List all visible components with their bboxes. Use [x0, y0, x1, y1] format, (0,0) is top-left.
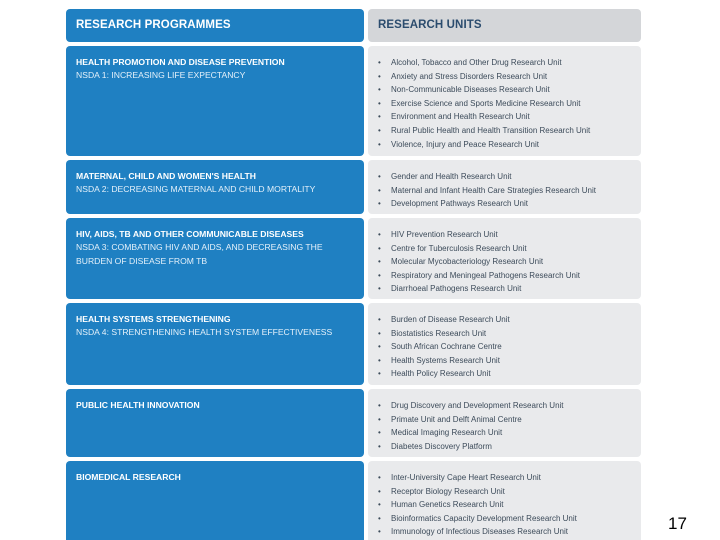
- programme-cell: [66, 218, 364, 299]
- units-list: [376, 56, 638, 151]
- programme-subtitle: NSDA 1: INCREASING LIFE EXPECTANCY: [76, 70, 246, 80]
- units-list: [376, 399, 638, 453]
- list-item: • Drug Discovery and Development Research Unit: [376, 399, 638, 413]
- table-row: [66, 160, 641, 214]
- units-list: [376, 471, 638, 539]
- research-table: [66, 9, 641, 540]
- units-list: [376, 228, 638, 296]
- programme-title: HEALTH PROMOTION AND DISEASE PREVENTION: [76, 57, 285, 67]
- list-item: • Environment and Health Research Unit: [376, 110, 638, 124]
- list-item: • Medical Imaging Research Unit: [376, 426, 638, 440]
- table-row: [66, 461, 641, 540]
- units-cell: [368, 461, 641, 540]
- units-cell: [368, 389, 641, 457]
- programme-cell: [66, 46, 364, 156]
- list-item: • Inter-University Cape Heart Research Unit: [376, 471, 638, 485]
- units-cell: [368, 303, 641, 385]
- units-list: [376, 170, 638, 211]
- header-left-label: RESEARCH PROGRAMMES: [76, 19, 231, 31]
- programme-cell: [66, 303, 364, 385]
- units-cell: [368, 160, 641, 214]
- list-item: • Centre for Tuberculosis Research Unit: [376, 242, 638, 256]
- list-item: • Human Genetics Research Unit: [376, 498, 638, 512]
- list-item: • Maternal and Infant Health Care Strategies Research Unit: [376, 184, 638, 198]
- list-item: • South African Cochrane Centre: [376, 340, 638, 354]
- page-number: 17: [668, 514, 687, 533]
- programme-cell: [66, 461, 364, 540]
- list-item: • Diarrhoeal Pathogens Research Unit: [376, 282, 638, 296]
- list-item: • Non-Communicable Diseases Research Unit: [376, 83, 638, 97]
- list-item: • Receptor Biology Research Unit: [376, 485, 638, 499]
- programme-title: HIV, AIDS, TB AND OTHER COMMUNICABLE DISEASES: [76, 229, 304, 239]
- programme-title: HEALTH SYSTEMS STRENGTHENING: [76, 314, 231, 324]
- list-item: • Violence, Injury and Peace Research Unit: [376, 138, 638, 152]
- list-item: • Health Systems Research Unit: [376, 354, 638, 368]
- header-right-label: RESEARCH UNITS: [378, 19, 482, 31]
- list-item: • Bioinformatics Capacity Development Research Unit: [376, 512, 638, 526]
- header-research-units: [368, 9, 641, 42]
- header-research-programmes: [66, 9, 364, 42]
- programme-subtitle: NSDA 2: DECREASING MATERNAL AND CHILD MORTALITY: [76, 184, 316, 194]
- list-item: • Biostatistics Research Unit: [376, 327, 638, 341]
- list-item: • Primate Unit and Delft Animal Centre: [376, 413, 638, 427]
- list-item: • Gender and Health Research Unit: [376, 170, 638, 184]
- programme-title: BIOMEDICAL RESEARCH: [76, 472, 181, 482]
- list-item: • Diabetes Discovery Platform: [376, 440, 638, 454]
- programme-cell: [66, 160, 364, 214]
- list-item: • Rural Public Health and Health Transition Research Unit: [376, 124, 638, 138]
- table-row: [66, 303, 641, 385]
- units-cell: [368, 218, 641, 299]
- list-item: • Development Pathways Research Unit: [376, 197, 638, 211]
- list-item: • Exercise Science and Sports Medicine Research Unit: [376, 97, 638, 111]
- table-row: [66, 46, 641, 156]
- table-row: [66, 389, 641, 457]
- list-item: • Anxiety and Stress Disorders Research Unit: [376, 70, 638, 84]
- list-item: • Molecular Mycobacteriology Research Unit: [376, 255, 638, 269]
- programme-subtitle: NSDA 4: STRENGTHENING HEALTH SYSTEM EFFECTIVENESS: [76, 327, 333, 337]
- programme-title: MATERNAL, CHILD AND WOMEN'S HEALTH: [76, 171, 256, 181]
- list-item: • HIV Prevention Research Unit: [376, 228, 638, 242]
- programme-subtitle: NSDA 3: COMBATING HIV AND AIDS, AND DECREASING THE BURDEN OF DISEASE FROM TB: [76, 242, 323, 266]
- list-item: • Respiratory and Meningeal Pathogens Research Unit: [376, 269, 638, 283]
- units-cell: [368, 46, 641, 156]
- list-item: • Health Policy Research Unit: [376, 367, 638, 381]
- list-item: • Burden of Disease Research Unit: [376, 313, 638, 327]
- programme-cell: [66, 389, 364, 457]
- list-item: • Immunology of Infectious Diseases Research Unit: [376, 525, 638, 539]
- table-row: [66, 218, 641, 299]
- programme-title: PUBLIC HEALTH INNOVATION: [76, 400, 200, 410]
- list-item: • Alcohol, Tobacco and Other Drug Research Unit: [376, 56, 638, 70]
- units-list: [376, 313, 638, 381]
